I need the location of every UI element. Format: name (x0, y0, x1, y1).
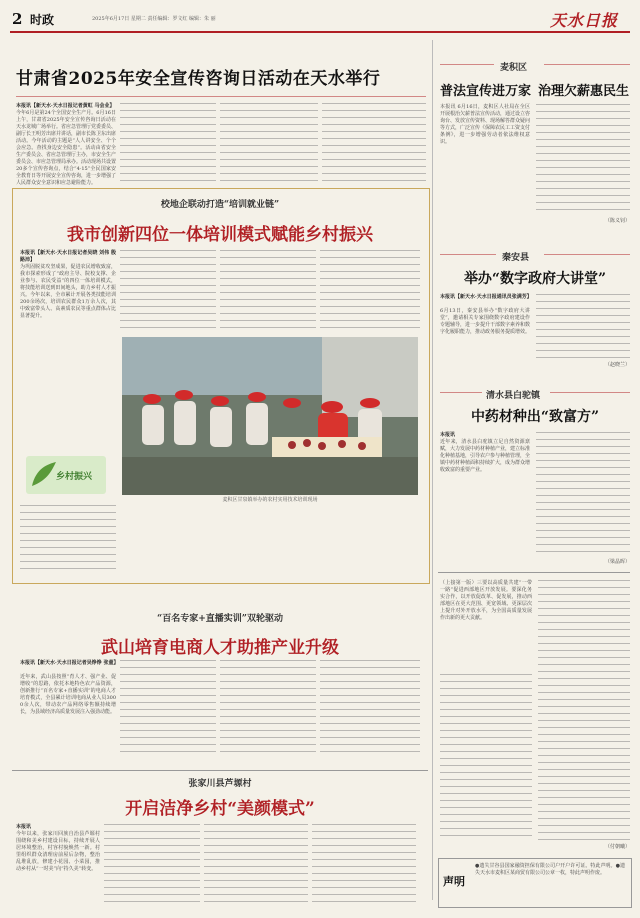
district-麦积-tag: 麦积区 (500, 63, 528, 73)
dist3-tag-rule-left (440, 392, 482, 393)
feature1-byline: 本报讯【新天水·天水日报记者吴晓 刘伟 殷路沛】 (20, 250, 116, 263)
dist2-body: 6月13日，秦安县举办“数字政府大讲堂”，邀请相关专家围绕数字政府建设作专题辅导，进一步提升干部数字素养和数字化履职能力，推动政务服务提质增效。 (440, 308, 531, 335)
continued-note: （付朝曦） (604, 844, 630, 850)
dist3-byline: 本报讯 (440, 432, 456, 438)
feature1-col-3 (220, 250, 316, 328)
district-秦安-tag: 秦安县 (502, 253, 530, 263)
feature3-byline: 本报讯 (16, 824, 32, 830)
dist1-headline-b: 治理欠薪惠民生 (538, 84, 630, 99)
feature1-kicker: 校地企联动打造“培训就业链” (160, 200, 280, 210)
header-meta: 2025年6月17日 星期二 责任编辑：罗文红 编辑：朱 丽 (92, 16, 216, 22)
feature3-col-4 (312, 824, 416, 902)
feature1-col-4 (320, 250, 420, 328)
dist2-note: （赵晓兰） (604, 362, 630, 368)
feature3-col-2 (104, 824, 200, 902)
feature1-lower-text (20, 505, 116, 575)
feature1-photo (122, 337, 418, 495)
lead-text-col-4 (322, 103, 426, 181)
continued-article-body: （上接第一版）三要以高质量共建“一带一路”促进西部地区开放发展。要深化务实合作，以开放促改革、促发展，推动西部地区在更大范围、更宽领域、更深层次上提升对外开放水平，为全国高质量发展作出新的更大贡献。 (440, 580, 532, 621)
dist3-headline: 中药材种出“致富方” (470, 409, 600, 425)
notice-box (438, 858, 632, 908)
right-mid-divider (438, 572, 630, 573)
dist3-body: 近年来，清水县白驼镇立足自然资源禀赋，大力发展中药材种植产业，建立标准化种植基地，引导农户参与种植管理，全镇中药材种植面积持续扩大，成为群众增收致富的重要产业。 (440, 439, 531, 473)
lead-title: 甘肃省2025年安全宣传咨询日活动在天水举行 (16, 69, 381, 89)
dist2-tag-rule-right (544, 254, 630, 255)
notice-body: ●遗失甘谷县国家融资担保有限公司户开户许可证。特此声明。●遗失天水市麦积区某商贸有限公司公章一枚，特此声明作废。 (475, 863, 625, 876)
dist2-headline: 举办“数字政府大讲堂” (463, 271, 607, 287)
masthead-logo: 天水日报 (550, 11, 619, 30)
feature2-title: 武山培育电商人才助推产业升级 (101, 638, 339, 658)
dist1-tag-rule-right (544, 64, 630, 65)
feature1-body: 为巩固脱贫攻坚成果，促进农民增收致富，我市探索形成了“政府主导、院校支撑、企业参与、农民受益”的四位一体培训模式，将技能培训送到田间地头，助力乡村人才振兴。今年以来，全市累计开展各类技能培训200余场次，培训农民群众1万余人次，其中致富带头人、高素质农民等重点群体占比显著提升。 (20, 264, 116, 319)
dist1-headline-a: 普法宣传进万家 (440, 84, 532, 99)
dist1-note: （陈义钊） (604, 218, 630, 224)
lead-text-col-2 (120, 103, 216, 181)
rural-revitalization-badge (26, 456, 106, 494)
dist2-tag-rule-left (440, 254, 496, 255)
lead-rule (16, 96, 426, 97)
dist3-col-2 (536, 432, 630, 558)
continued-col-1-lower (440, 674, 532, 842)
lead-byline: 本报讯【新天水·天水日报记者黄虹 马会业】 (16, 103, 115, 109)
lead-body: 今年6月是第24个全国安全生产月。6月16日上午，甘肃省2025年安全宣传咨询日活动在天水龙城广场举行。省应急管理厅党委委员、副厅长王明芳出席并讲话，副市长陈卫东出席活动。今年活动的主题是“人人讲安全、个个会应急。查找身边安全隐患”。活动由省安全生产委员会、省应急管理厅主办，市安全生产委员会、市应急管理局承办。活动现场共设置20多个宣传咨询点，结合“4·15”全民国家安全教育日等开展安全宣传咨询，进一步增强了人民群众安全意识和应急避险能力。 (16, 110, 117, 186)
header-rule (10, 31, 630, 33)
dist2-byline: 本报讯【新天水·天水日报通讯员张满芳】 (440, 294, 532, 300)
feature2-kicker: “百名专家+直播实训”双轮驱动 (157, 614, 283, 624)
continued-col-2 (538, 580, 630, 842)
feature2-col-4 (320, 660, 420, 758)
feature2-col-3 (220, 660, 316, 758)
lead-text-col-3 (220, 103, 318, 181)
dist1-tag-rule-left (440, 64, 494, 65)
training-scene-illustration (122, 337, 418, 495)
dist3-tag-rule-right (550, 392, 630, 393)
feature3-title: 开启洁净乡村“美颜模式” (125, 799, 315, 819)
district-清水-tag: 清水县白驼镇 (486, 391, 541, 401)
badge-label: 乡村振兴 (56, 472, 93, 482)
feature3-kicker: 张家川县芦塬村 (188, 779, 252, 789)
feature1-col-2 (120, 250, 216, 328)
column-divider (12, 770, 428, 771)
feature2-col-2 (120, 660, 216, 758)
feature2-body: 近年来，武山县按照“育人才、强产业、促增收”的思路，依托本地特色农产品资源，创新推行“百名专家+直播实训”的电商人才培育模式，全县累计培训电商从业人员3000余人次，带动农产品网络零售额持续增长，为县域经济高质量发展注入强劲动能。 (20, 674, 116, 715)
dist1-body: 本报讯 6月16日，麦积区人社局在全区开展根治欠薪普法宣传活动，通过设立咨询台、发放宣传资料、现场解答群众疑问等方式，广泛宣传《保障农民工工资支付条例》，进一步增强劳动者依法维权意识。 (440, 104, 531, 145)
section-label: 时政 (30, 13, 55, 27)
page-header (10, 8, 630, 30)
feature1-title: 我市创新四位一体培训模式赋能乡村振兴 (67, 225, 373, 245)
right-column-divider (432, 40, 433, 900)
feature1-photo-caption: 麦积区甘泉镇举办的农村实用技术培训现场 (222, 497, 318, 503)
feature3-body: 今年以来，张家川回族自治县芦塬村围绕和美乡村建设目标，持续开展人居环境整治，村容村貌焕然一新。村里组织群众清理房前屋后杂物，整治乱堆乱放，修建小花园、小菜园，推动乡村从“一时美”向“持久美”转变。 (16, 831, 100, 872)
dist2-col-2 (536, 294, 630, 358)
page-number: 2 (12, 10, 23, 28)
notice-title: 声明 (443, 875, 465, 888)
dist1-col-2 (536, 104, 630, 216)
feature3-col-3 (204, 824, 308, 902)
dist3-note: （梁晶晖） (604, 559, 630, 565)
feature2-byline: 本报讯【新天水·天水日报记者吴铮铮 张童】 (20, 660, 119, 666)
